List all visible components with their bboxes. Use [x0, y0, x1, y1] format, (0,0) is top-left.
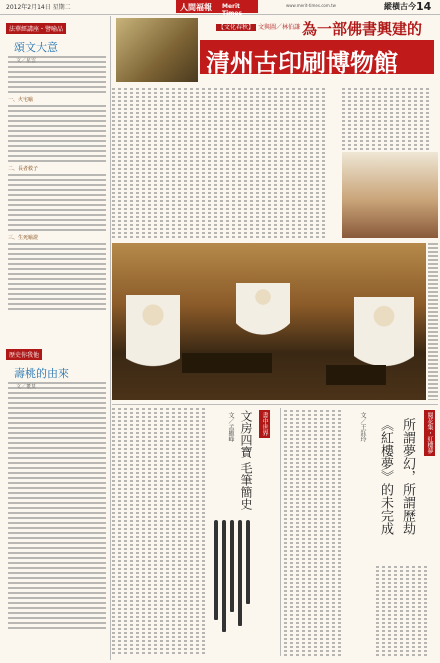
- column-label: 書中世界: [261, 412, 268, 436]
- masthead-logo: [176, 0, 258, 17]
- artifact-photo: [116, 18, 198, 82]
- novel-article-body: [284, 410, 346, 656]
- column-tag: 歷史你我他: [6, 349, 42, 360]
- article-title: 壽桃的由來: [14, 367, 69, 380]
- page-number: 14: [416, 0, 432, 13]
- monks-printing-photo: [112, 243, 426, 400]
- issue-date: 2012年2月14日 星期二: [6, 4, 71, 11]
- page-header: [0, 0, 440, 15]
- feature-category: 【文化春秋】 文與圖／林伯謙: [218, 24, 300, 31]
- novel-article-body: [376, 566, 438, 656]
- novel-article-title-1: 所謂夢幻，所謂歷劫: [400, 418, 415, 535]
- novel-article-title-2: 《紅樓夢》的未完成: [378, 418, 393, 535]
- novel-article-byline: 文／王鈺玲: [359, 412, 366, 442]
- brand-name: 人間福報: [180, 3, 212, 12]
- feature-body-vertical: [112, 88, 338, 238]
- brush-article-byline: 文／孟顯峰: [227, 412, 234, 442]
- article-body: [8, 56, 106, 313]
- brushes-illustration: [212, 520, 256, 638]
- feature-header: [112, 16, 438, 86]
- left-column: [4, 16, 111, 660]
- article-subhead: 三、生死喻證: [8, 235, 39, 241]
- column-label: 閱花集・紅樓夢: [426, 412, 433, 454]
- museum-exterior-photo: [342, 152, 438, 238]
- photo-caption: [428, 243, 438, 400]
- feature-body-vertical: [342, 88, 438, 150]
- feature-credit: 文與圖／林伯謙: [257, 24, 300, 31]
- brush-article-body: [112, 408, 212, 656]
- feature-title-line2: 清州古印刷博物館: [206, 49, 398, 77]
- article-title: 頌文大意: [14, 41, 58, 54]
- brand-name-en: Merit Times: [222, 3, 243, 17]
- feature-title-banner: [200, 40, 434, 77]
- feature-title-line1: 為一部佛書興建的: [302, 20, 423, 38]
- brush-article-title: 文房四寶 毛筆簡史: [239, 410, 253, 510]
- site-url: www.merit-times.com.tw: [286, 3, 336, 8]
- article-subhead: 二、長者救子: [8, 166, 39, 172]
- column-tag: 法華經講座・譬喻品: [6, 23, 66, 34]
- article-body: [8, 382, 106, 632]
- section-title: 縱橫古今: [384, 2, 416, 11]
- article-subhead: 一、火宅喻: [8, 97, 34, 103]
